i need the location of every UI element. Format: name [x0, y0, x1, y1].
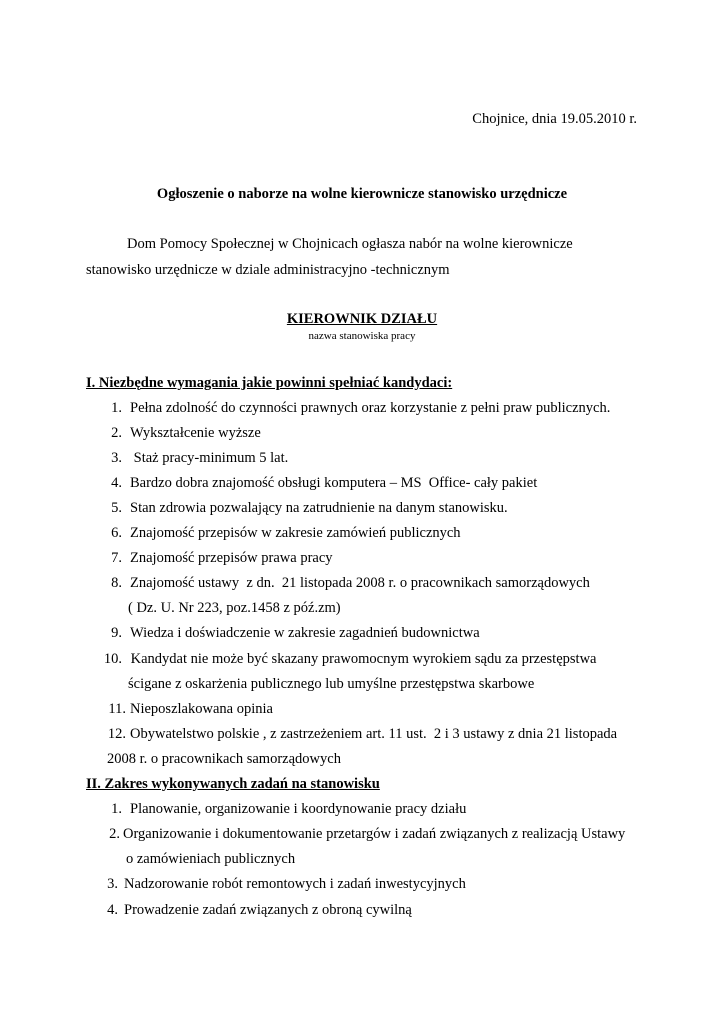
item-number: 4.: [111, 475, 122, 491]
item-text: Obywatelstwo polskie , z zastrzeżeniem art. 11 ust. 2 i 3 ustawy z dnia 21 listopada: [130, 726, 618, 742]
item-number: 11.: [108, 701, 126, 717]
intro-line-1: Dom Pomocy Społecznej w Chojnicach ogłasza nabór na wolne kierownicze: [127, 236, 573, 252]
item-text: Wiedza i doświadczenie w zakresie zagadnień budownictwa: [130, 625, 480, 641]
item-text: Bardzo dobra znajomość obsługi komputera – MS Office- cały pakiet: [130, 475, 538, 491]
item-text: Kandydat nie może być skazany prawomocnym wyrokiem sądu za przestępstwa: [127, 651, 597, 667]
item-text: Staż pracy-minimum 5 lat.: [130, 450, 289, 466]
position-subtitle: nazwa stanowiska pracy: [308, 330, 416, 342]
announcement-title: Ogłoszenie o naborze na wolne kierownicze stanowisko urzędnicze: [156, 186, 568, 202]
section1-heading: I. Niezbędne wymagania jakie powinni spełniać kandydaci:: [86, 375, 453, 391]
item-number: 2.: [111, 425, 122, 441]
item-text: Planowanie, organizowanie i koordynowanie pracy działu: [130, 801, 467, 817]
item-text-cont: 2008 r. o pracownikach samorządowych: [107, 751, 341, 767]
item-number: 2.: [109, 826, 120, 842]
item-number: 12.: [107, 726, 126, 742]
item-number: 10.: [103, 651, 122, 667]
item-text: Nieposzlakowana opinia: [130, 701, 273, 717]
item-number: 3.: [111, 450, 122, 466]
item-text: Znajomość przepisów prawa pracy: [130, 550, 333, 566]
item-text-cont: ścigane z oskarżenia publicznego lub umyślne przestępstwa skarbowe: [128, 676, 535, 692]
item-number: 4.: [107, 902, 118, 918]
item-number: 8.: [111, 575, 122, 591]
position-name: KIEROWNIK DZIAŁU: [286, 311, 438, 327]
item-text: Stan zdrowia pozwalający na zatrudnienie na danym stanowisku.: [130, 500, 508, 516]
item-number: 5.: [111, 500, 122, 516]
item-text: Wykształcenie wyższe: [130, 425, 261, 441]
item-number: 7.: [111, 550, 122, 566]
item-text-cont: ( Dz. U. Nr 223, poz.1458 z póź.zm): [128, 600, 341, 616]
item-text: Pełna zdolność do czynności prawnych oraz korzystanie z pełni praw publicznych.: [130, 400, 611, 416]
item-text: Znajomość ustawy z dn. 21 listopada 2008 r. o pracownikach samorządowych: [130, 575, 590, 591]
item-text-cont: o zamówieniach publicznych: [126, 851, 296, 867]
intro-line-2: stanowisko urzędnicze w dziale administracyjno -technicznym: [86, 262, 450, 278]
item-number: 9.: [111, 625, 122, 641]
item-text: Znajomość przepisów w zakresie zamówień publicznych: [130, 525, 461, 541]
item-number: 6.: [111, 525, 122, 541]
item-text: Prowadzenie zadań związanych z obroną cywilną: [124, 902, 412, 918]
item-number: 1.: [111, 400, 122, 416]
section2-heading: II. Zakres wykonywanych zadań na stanowisku: [86, 776, 380, 792]
item-number: 1.: [111, 801, 122, 817]
item-text: Organizowanie i dokumentowanie przetargów i zadań związanych z realizacją Ustawy: [123, 826, 626, 842]
item-text: Nadzorowanie robót remontowych i zadań inwestycyjnych: [124, 876, 466, 892]
date-line: Chojnice, dnia 19.05.2010 r.: [472, 111, 637, 127]
item-number: 3.: [107, 876, 118, 892]
